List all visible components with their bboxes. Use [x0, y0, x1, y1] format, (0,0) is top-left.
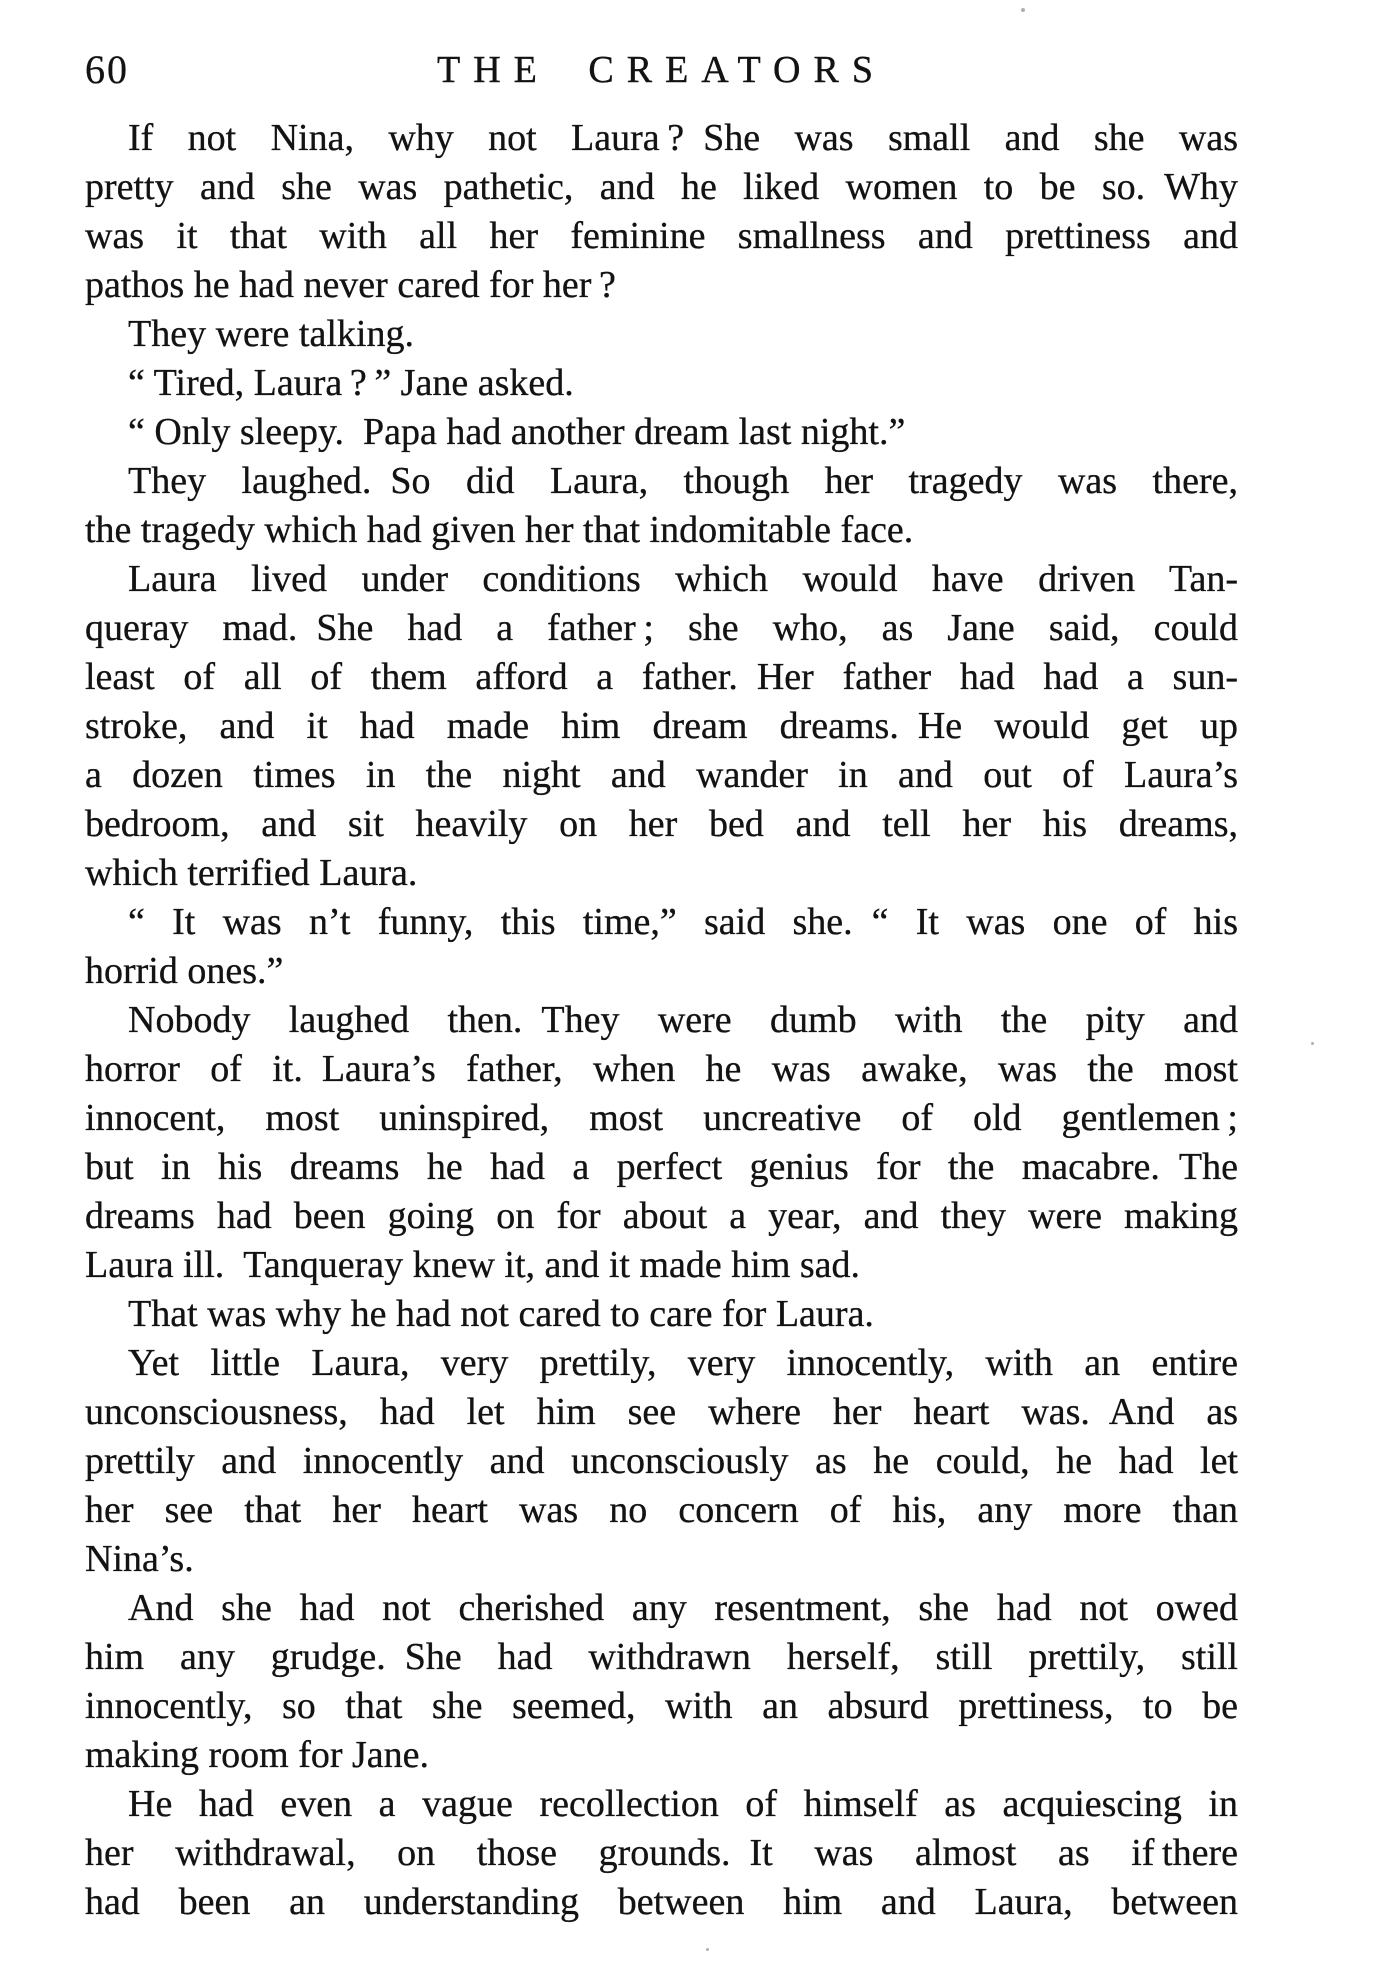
text-line: horror of it. Laura’s father, when he was awake, was the most [85, 1048, 1238, 1090]
paragraph [85, 114, 1238, 310]
paragraph [85, 996, 1238, 1290]
text-line: pretty and she was pathetic, and he liked women to be so. Why [85, 166, 1238, 208]
text-line: least of all of them afford a father. Her father had had a sun- [85, 656, 1238, 698]
text-line: Laura lived under conditions which would have driven Tan- [128, 558, 1238, 600]
paragraph [85, 359, 1238, 408]
text-line: They were talking. [128, 313, 414, 355]
text-line: And she had not cherished any resentment, she had not owed [128, 1587, 1238, 1629]
text-line: was it that with all her feminine smallness and prettiness and [85, 215, 1238, 257]
text-line: unconsciousness, had let him see where her heart was. And as [85, 1391, 1238, 1433]
text-line: dreams had been going on for about a year, and they were making [85, 1195, 1238, 1237]
text-line: “ Only sleepy. Papa had another dream last night.” [128, 411, 906, 453]
paragraph [85, 1290, 1238, 1339]
text-line: him any grudge. She had withdrawn herself, still prettily, still [85, 1636, 1238, 1678]
text-line: her withdrawal, on those grounds. It was almost as if there [85, 1832, 1238, 1874]
paragraph [85, 898, 1238, 996]
text-line: had been an understanding between him and Laura, between [85, 1881, 1238, 1923]
text-line: If not Nina, why not Laura ? She was small and she was [128, 117, 1238, 159]
page-number: 60 [85, 47, 129, 92]
text-line: which terrified Laura. [85, 852, 418, 894]
text-line: That was why he had not cared to care for Laura. [128, 1293, 874, 1335]
text-line: Laura ill. Tanqueray knew it, and it made him sad. [85, 1244, 861, 1286]
text-line: stroke, and it had made him dream dreams. He would get up [85, 705, 1238, 747]
paragraph [85, 1780, 1238, 1927]
paragraph [85, 408, 1238, 457]
text-line: innocent, most uninspired, most uncreative of old gentlemen ; [85, 1097, 1238, 1139]
scan-speck [706, 1948, 709, 1951]
text-line: prettily and innocently and unconsciously as he could, he had let [85, 1440, 1238, 1482]
scan-speck [1021, 8, 1025, 12]
text-line: the tragedy which had given her that indomitable face. [85, 509, 914, 551]
text-line: bedroom, and sit heavily on her bed and tell her his dreams, [85, 803, 1238, 845]
scan-speck [1311, 1042, 1314, 1045]
text-line: “ It was n’t funny, this time,” said she. “ It was one of his [128, 901, 1238, 943]
text-line: Nobody laughed then. They were dumb with the pity and [128, 999, 1238, 1041]
page-text [85, 114, 1238, 1927]
text-line: “ Tired, Laura ? ” Jane asked. [128, 362, 574, 404]
text-line: but in his dreams he had a perfect genius for the macabre. The [85, 1146, 1238, 1188]
text-line: innocently, so that she seemed, with an absurd prettiness, to be [85, 1685, 1238, 1727]
paragraph [85, 1584, 1238, 1780]
running-title: THE CREATORS [437, 49, 886, 91]
text-line: queray mad. She had a father ; she who, as Jane said, could [85, 607, 1238, 649]
paragraph [85, 310, 1238, 359]
page-header [85, 48, 1238, 94]
text-line: He had even a vague recollection of himself as acquiescing in [128, 1783, 1238, 1825]
text-line: making room for Jane. [85, 1734, 430, 1776]
text-line: Yet little Laura, very prettily, very innocently, with an entire [128, 1342, 1238, 1384]
text-line: her see that her heart was no concern of his, any more than [85, 1489, 1238, 1531]
paragraph [85, 555, 1238, 898]
paragraph [85, 1339, 1238, 1584]
text-line: pathos he had never cared for her ? [85, 264, 616, 306]
text-line: Nina’s. [85, 1538, 194, 1580]
text-line: horrid ones.” [85, 950, 284, 992]
text-line: a dozen times in the night and wander in and out of Laura’s [85, 754, 1238, 796]
paragraph [85, 457, 1238, 555]
text-line: They laughed. So did Laura, though her tragedy was there, [128, 460, 1238, 502]
